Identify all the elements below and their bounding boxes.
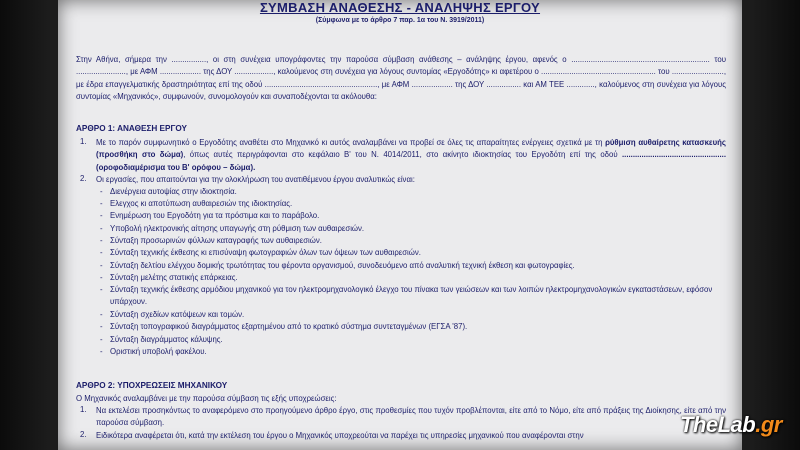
watermark-text: TheLab: [680, 412, 756, 437]
task-bullet-text: Σύνταξη διαγράμματος κάλυψης.: [110, 335, 223, 344]
task-bullet-text: Ενημέρωση του Εργοδότη για τα πρόστιμα και το παράβολο.: [110, 211, 320, 220]
task-bullet-text: Σύνταξη προσωρινών φύλλων καταγραφής των αυθαιρεσιών.: [110, 236, 322, 245]
article-1-item-1-text-c: , όπως αυτές περιγράφονται στο κεφάλαιο Β' του Ν. 4014/2011, στο ακίνητο ιδιοκτησίας του Εργοδότη επί της οδού: [183, 150, 623, 160]
task-bullet: - Σύνταξη τεχνικής έκθεσης κι επισύναψη φωτογραφιών όλων των όψεων των αυθαιρεσιών.: [100, 247, 720, 259]
task-bullet-text: Σύνταξη τεχνικής έκθεσης αρμόδιου μηχανικού για τον ηλεκτρομηχανολογικό έλεγχο του πίνακα των γειώσεων και των λοιπών ηλεκτρομηχανολογικών εγκαταστάσεων, εφόσον υπάρχουν.: [110, 285, 713, 307]
task-bullet: - Σύνταξη διαγράμματος κάλυψης.: [100, 334, 720, 346]
article-1-heading: ΑΡΘΡΟ 1: ΑΝΑΘΕΣΗ ΕΡΓΟΥ: [76, 124, 187, 133]
task-bullet-text: Σύνταξη τεχνικής έκθεσης κι επισύναψη φωτογραφιών όλων των όψεων των αυθαιρεσιών.: [110, 248, 421, 257]
task-bullet: - Διενέργεια αυτοψίας στην ιδιοκτησία.: [100, 186, 720, 198]
task-bullet: - Σύνταξη τοπογραφικού διαγράμματος εξαρτημένου από το κρατικό σύστημα συντεταγμένων (ΕΓΣΑ '87).: [100, 321, 720, 333]
article-1-item-1-number: 1.: [80, 137, 87, 146]
article-1-item-2-number: 2.: [80, 174, 87, 183]
task-bullet-text: Διενέργεια αυτοψίας στην ιδιοκτησία.: [110, 187, 237, 196]
task-bullet-text: Σύνταξη μελέτης στατικής επάρκειας.: [110, 273, 238, 282]
intro-paragraph: Στην Αθήνα, σήμερα την ................, οι στη συνέχεια υπογράφοντες την παρούσα σύμβαση ανάθεσης – ανάληψης έργου, αφενός ο ................................................................ του ......................., με ΑΦΜ ................... της ΔΟΥ .................., καλούμενος στη συνέχεια για λόγους συντομίας «Εργοδότης» κι αφετέρου ο ..................................................... του ........................, με έδρα επαγγελματικής δραστηριότητας επί της οδού ...................................................., με ΑΦΜ ................... της ΔΟΥ ................ και ΑΜ ΤΕΕ ............., καλούμενος στη συνέχεια για λόγους συντομίας «Μηχανικός», συμφωνούν, συνομολογούν και συναποδέχονται τα ακόλουθα:: [76, 55, 726, 101]
article-2-item-2: Ειδικότερα αναφέρεται ότι, κατά την εκτέλεση του έργου ο Μηχανικός υποχρεούται να παρέχει τις υπηρεσίες μηχανικού που αναφέρονται στην: [96, 431, 584, 440]
article-2-item-1-number: 1.: [80, 405, 87, 414]
article-1-item-2: Οι εργασίες, που απαιτούνται για την ολοκλήρωση του ανατιθέμενου έργου αναλυτικώς είναι:: [96, 175, 415, 184]
task-bullet: - Ελεγχος κι αποτύπωση αυθαιρεσιών της ιδιοκτησίας.: [100, 198, 720, 210]
article-2-intro: Ο Μηχανικός αναλαμβάνει με την παρούσα σύμβαση τις εξής υποχρεώσεις:: [76, 394, 337, 403]
task-bullet-text: Υποβολή ηλεκτρονικής αίτησης υπαγωγής στη ρύθμιση των αυθαιρεσιών.: [110, 224, 365, 233]
task-bullet: - Σύνταξη σχεδίων κατόψεων και τομών.: [100, 309, 720, 321]
document-page: [58, 0, 742, 450]
task-bullet: - Σύνταξη δελτίου ελέγχου δομικής τρωτότητας του φέροντα οργανισμού, συνοδευόμενο από αναλυτική τεχνική έκθεση και φωτογραφίες.: [100, 260, 720, 272]
article-1-item-1-address: ................................................ (οροφοδιαμέρισμα του Β' ορόφου – δώμα).: [96, 150, 726, 172]
task-bullet-text: Οριστική υποβολή φακέλου.: [110, 347, 207, 356]
task-bullet-text: Σύνταξη δελτίου ελέγχου δομικής τρωτότητας του φέροντα οργανισμού, συνοδευόμενο από αναλυτική τεχνική έκθεση και φωτογραφίες.: [110, 261, 575, 270]
task-bullet: - Σύνταξη προσωρινών φύλλων καταγραφής των αυθαιρεσιών.: [100, 235, 720, 247]
watermark-suffix: .gr: [755, 412, 782, 437]
document-title: ΣΥΜΒΑΣΗ ΑΝΑΘΕΣΗΣ - ΑΝΑΛΗΨΗΣ ΕΡΓΟΥ: [259, 0, 541, 15]
task-bullet: - Σύνταξη τεχνικής έκθεσης αρμόδιου μηχανικού για τον ηλεκτρομηχανολογικό έλεγχο του πίνακα των γειώσεων και των λοιπών ηλεκτρομηχανολογικών εγκαταστάσεων, εφόσον υπάρχουν.: [100, 284, 720, 309]
article-1-item-1-bold: ρύθμιση αυθαίρετης κατασκευής (προσθήκη στο δώμα): [96, 138, 726, 160]
task-bullet: - Οριστική υποβολή φακέλου.: [100, 346, 720, 358]
task-bullet-text: Ελεγχος κι αποτύπωση αυθαιρεσιών της ιδιοκτησίας.: [110, 199, 293, 208]
task-bullet: - Σύνταξη μελέτης στατικής επάρκειας.: [100, 272, 720, 284]
article-1-item-1: [96, 137, 726, 174]
task-bullet: - Ενημέρωση του Εργοδότη για τα πρόστιμα και το παράβολο.: [100, 210, 720, 222]
article-2-item-2-number: 2.: [80, 430, 87, 439]
thelab-watermark-logo: [680, 412, 782, 438]
task-bullet-text: Σύνταξη τοπογραφικού διαγράμματος εξαρτημένου από το κρατικό σύστημα συντεταγμένων (ΕΓΣΑ '87).: [110, 322, 468, 331]
article-2-item-1: Να εκτελέσει προσηκόντως το αναφερόμενο στο προηγούμενο άρθρο έργο, στις προθεσμίες που τυχόν προβλέπονται, είτε από το Νόμο, είτε από πράξεις της Διοίκησης, είτε από την παρούσα σύμβαση.: [96, 406, 726, 428]
article-2-heading: ΑΡΘΡΟ 2: ΥΠΟΧΡΕΩΣΕΙΣ ΜΗΧΑΝΙΚΟΥ: [76, 381, 228, 390]
document-subtitle: (Σύμφωνα με το άρθρο 7 παρ. 1α του Ν. 3919/2011): [315, 17, 485, 24]
task-bullet-text: Σύνταξη σχεδίων κατόψεων και τομών.: [110, 310, 245, 319]
task-bullet: - Υποβολή ηλεκτρονικής αίτησης υπαγωγής στη ρύθμιση των αυθαιρεσιών.: [100, 223, 720, 235]
article-1-item-1-text-a: Με το παρόν συμφωνητικό ο Εργοδότης αναθέτει στο Μηχανικό κι αυτός αναλαμβάνει να προβεί σε όλες τις απαραίτητες ενέργειες σχετικά με τη: [96, 138, 606, 147]
